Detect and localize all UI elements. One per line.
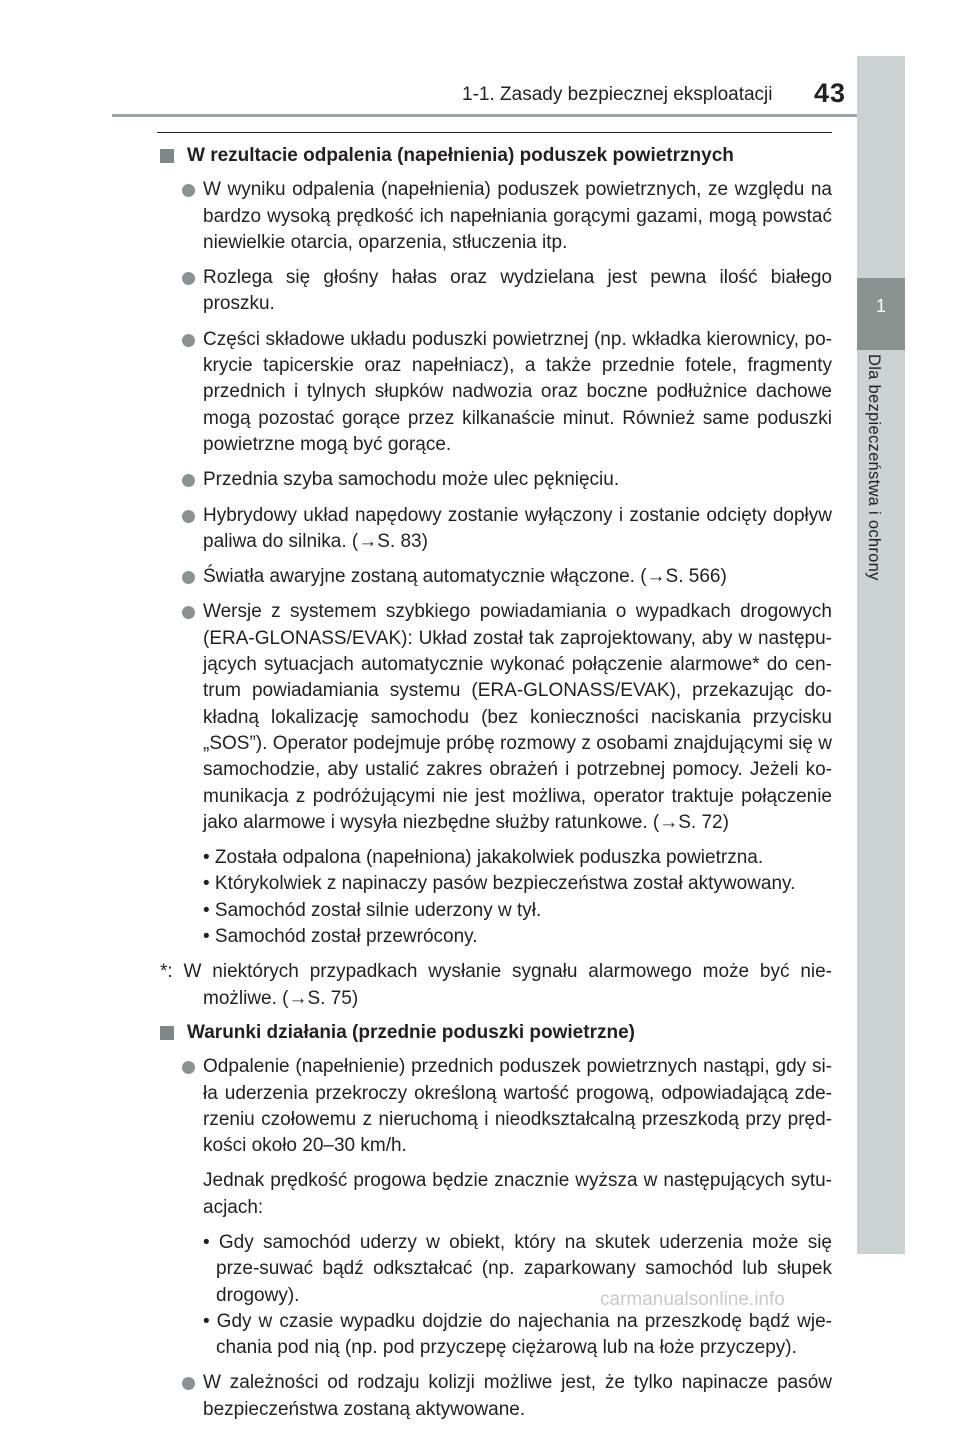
circle-bullet-icon <box>182 571 195 584</box>
list-item-text: W wyniku odpalenia (napełnienia) poduszek powietrznych, ze względu na bardzo wysoką prędkość ich napełniania gorącymi gazami, mogą powstać niewielkie otarcia, oparzenia, stłuczenia itp. <box>203 179 832 253</box>
section-heading-text: W rezultacie odpalenia (napełnienia) poduszek powietrznych <box>187 145 734 166</box>
sub-list-item: • Samochód został silnie uderzony w tył. <box>203 899 542 921</box>
sub-list-item: • Którykolwiek z napinaczy pasów bezpieczeństwa został aktywowany. <box>203 873 796 895</box>
list-item <box>160 1054 832 1159</box>
circle-bullet-icon <box>182 1061 195 1074</box>
header-rule <box>112 114 857 117</box>
square-bullet-icon <box>160 1026 174 1040</box>
section-heading <box>160 1020 832 1046</box>
list-item-text: Rozlega się głośny hałas oraz wydzielana jest pewna ilość białego proszku. <box>203 267 832 315</box>
list-item-text: Wersje z systemem szybkiego powiadamiania o wypadkach drogowych (ERA-GLONASS/EVAK): Układ został tak zaprojektowany, aby w następu-jących sytuacjach automatycznie wykonać połączenie alarmowe* do cen-trum powiadamiania systemu (ERA-GLONASS/EVAK), przekazując do-kładną lokalizację samochodu (bez konieczności naciskania przycisku „SOS”). Operator podejmuje próbę rozmowy z osobami znajdującymi się w samochodzie, aby ustalić zakres obrażeń i potrzebnej pomocy. Jeżeli ko-munikacja z podróżującymi nie jest możliwa, operator traktuje połączenie jako alarmowe i wysyła niezbędne służby ratunkowe. (→S. 72) <box>203 601 832 833</box>
chapter-label: Dla bezpieczeństwa i ochrony <box>865 354 883 581</box>
circle-bullet-icon <box>182 184 195 197</box>
section-heading-text: Warunki działania (przednie poduszki powietrzne) <box>187 1021 635 1043</box>
sub-list-item: • Została odpalona (napełniona) jakakolwiek poduszka powietrzna. <box>203 847 764 869</box>
list-item-text: Przednia szyba samochodu może ulec pęknięciu. <box>203 469 620 491</box>
list-item-text: Hybrydowy układ napędowy zostanie wyłączony i zostanie odcięty dopływ paliwa do silnika. (→S. 83) <box>203 504 832 552</box>
list-item-text: Części składowe układu poduszki powietrznej (np. wkładka kierownicy, po-krycie tapicerskie oraz napełniacz), a także przednie fotele, fragmenty przednich i tylnych słupków nadwozia oraz boczne podłużnice dachowe mogą pozostać gorące przez kilkanaście minut. Również same poduszki powietrzne mogą być gorące. <box>203 328 832 455</box>
list-item <box>160 1370 832 1423</box>
list-item <box>160 564 832 590</box>
paragraph: Jednak prędkość progowa będzie znacznie wyższa w następujących sytu-acjach: <box>203 1170 832 1218</box>
list-item <box>160 503 832 556</box>
list-item <box>160 265 832 318</box>
square-bullet-icon <box>160 149 174 163</box>
page-number: 43 <box>814 78 847 108</box>
running-header: 1-1. Zasady bezpiecznej eksploatacji <box>462 84 773 105</box>
sub-list-item: • Gdy w czasie wypadku dojdzie do najechania na przeszkodę bądź wje-chania pod nią (np. pod przyczepę ciężarową lub na łoże przyczepy). <box>203 1310 832 1359</box>
footnote: *: W niektórych przypadkach wysłanie sygnału alarmowego może być nie-możliwe. (→S. 75) <box>160 961 832 1009</box>
circle-bullet-icon <box>182 606 195 619</box>
watermark: carmanualsonline.info <box>600 1289 785 1310</box>
sub-list <box>160 845 832 950</box>
chapter-number: 1 <box>875 296 886 316</box>
circle-bullet-icon <box>182 510 195 523</box>
circle-bullet-icon <box>182 334 195 347</box>
content-rule <box>157 132 832 133</box>
list-item-text: W zależności od rodzaju kolizji możliwe jest, że tylko napinacze pasów bezpieczeństwa zostaną aktywowane. <box>203 1372 832 1420</box>
circle-bullet-icon <box>182 1377 195 1390</box>
circle-bullet-icon <box>182 474 195 487</box>
list-item <box>160 177 832 256</box>
list-item-text: Światła awaryjne zostaną automatycznie włączone. (→S. 566) <box>203 566 727 588</box>
circle-bullet-icon <box>182 272 195 285</box>
section-heading <box>160 143 832 169</box>
list-item <box>160 599 832 836</box>
list-item-text: Odpalenie (napełnienie) przednich poduszek powietrznych nastąpi, gdy si-ła uderzenia przekroczy określoną wartość progową, odpowiadającą zde-rzeniu czołowemu z nieruchomą i nieodkształcalną przeszkodą przy pręd-kości około 20–30 km/h. <box>203 1056 832 1157</box>
list-item <box>160 467 832 493</box>
page-content <box>160 143 832 1432</box>
sub-list-item: • Samochód został przewrócony. <box>203 926 478 948</box>
list-item <box>160 327 832 458</box>
side-tab <box>857 56 905 1254</box>
sub-list-item: • Gdy samochód uderzy w obiekt, który na skutek uderzenia może się prze-suwać bądź odkształcać (np. zaparkowany samochód lub słupek drogowy). <box>203 1231 832 1306</box>
